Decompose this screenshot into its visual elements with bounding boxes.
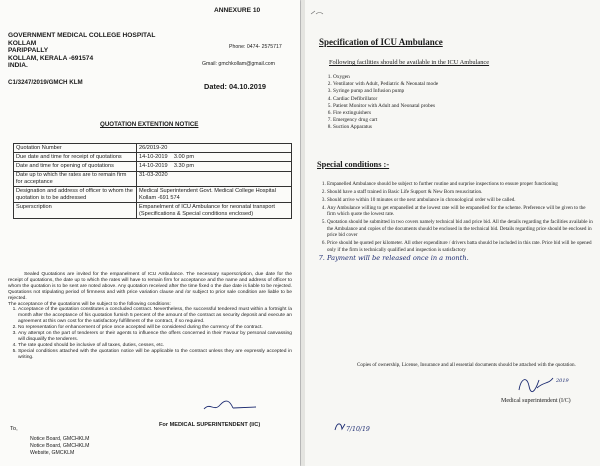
list-item: 4. Any Ambulance willing to get empanelled at the lowest rate will be empanelled for the scheme. Preference will be given to the firm which quote the lowest rate.: [327, 205, 593, 218]
row-label: Superscription: [14, 203, 137, 219]
row-value: 14-10-2019 3.00 pm: [137, 153, 292, 162]
row-value: 14-10-2019 3.30 pm: [137, 162, 292, 171]
row-label: Date and time for opening of quotations: [14, 162, 137, 171]
copies-note: Copies of ownership, License, Insurance and all essential documents should be attached with the quotation.: [357, 362, 576, 368]
quotation-details-table: [13, 143, 292, 219]
list-item: 5. Special conditions attached with the quotation notice will be applicable to the contract unless they are expressly accepted in writing.: [18, 349, 292, 361]
email-address: Gmail: gmchkollam@gmail.com: [202, 61, 276, 67]
notice-title: QUOTATION EXTENTION NOTICE: [100, 121, 199, 128]
distribution-item: Notice Board, GMCHKLM: [30, 443, 90, 449]
table-row: [14, 187, 292, 203]
row-label: Designation and address of officer to whom the quotation is to be addressed: [14, 187, 137, 203]
list-item: 3. Should arrive within 10 minutes or the next ambulance in chronological order will be called.: [327, 197, 593, 204]
list-item: 3. Syringe pump and Infusion pump: [333, 88, 593, 95]
hospital-name-line5: INDIA.: [8, 62, 28, 69]
for-medical-superintendent: For MEDICAL SUPERINTENDENT (I/C): [159, 422, 261, 428]
special-conditions-list: [315, 181, 593, 263]
superintendent-signature: [513, 372, 563, 396]
notice-body: [8, 272, 292, 361]
facilities-subtitle: Following facilities should be available in the ICU Ambulance: [329, 59, 490, 66]
hospital-name-line2: KOLLAM: [8, 39, 37, 47]
table-row: [14, 171, 292, 187]
table-row: [14, 153, 292, 162]
spec-title: Specification of ICU Ambulance: [319, 37, 443, 47]
file-reference: C1/3247/2019/GMCH KLM: [8, 79, 83, 86]
medical-superintendent-label: Medical superintendent (I/C): [501, 398, 571, 404]
list-item: 1. Acceptance of the quotation constitutes a concluded contract. Nevertheless, the successful tendered must within a fortnight /a month after the acceptance of his quotation furnish 5 percent of the amount of the contract as security deposit and execute an agreement at this own cost for the satisfactory fulfillment of the contract, if so required.: [18, 307, 292, 325]
list-item: 5. Quotation should be submitted in two covers namely technical bid and price bid. All the details regarding the facilities available in the Ambulance and copies of the documents should be enclosed in the technical bid. Details regarding price should be enclosed in price bid cover: [327, 219, 593, 239]
dated: Dated: 04.10.2019: [204, 82, 267, 91]
list-item: 7. Emergency drug cart: [333, 117, 593, 124]
special-conditions-title: Special conditions :-: [317, 160, 390, 169]
distribution-item: Notice Board, GMCHKLM: [30, 436, 90, 442]
initials-mark: [333, 420, 347, 434]
row-label: Date up to which the rates are to remain firm for acceptance: [14, 171, 137, 187]
list-item: 1. Oxygen: [333, 74, 593, 81]
list-item: 2. No representation for enhancement of price once accepted will be considered during the currency of the contract.: [18, 325, 292, 331]
facilities-list: [323, 74, 593, 132]
officer-signature: [200, 398, 260, 414]
row-value: Empanelment of ICU Ambulance for neonatal transport (Specifications & Special conditions enclosed): [137, 203, 292, 219]
handwritten-date: 7/10/19: [346, 426, 370, 433]
acceptance-conditions-list: [8, 307, 292, 360]
list-item: 2. Should have a staff trained in Basic Life Support & New Born resuscitation.: [327, 189, 593, 196]
phone-number: Phone: 0474- 2575717: [229, 44, 282, 50]
list-item: 6. Price should be quoted per kilometer. All other expenditure / drivers batta should be included in this rate. Price bid will be opened only if the firm is technically qualified and inspection is satisfactory: [327, 240, 593, 253]
table-row: [14, 162, 292, 171]
annexure-label: ANNEXURE 10: [214, 7, 261, 14]
table-row: [14, 144, 292, 153]
to-label: To,: [10, 426, 18, 432]
table-row: [14, 203, 292, 219]
list-item: 5. Patient Monitor with Adult and Neonatal probes: [333, 103, 593, 110]
row-value: 31-03-2020: [137, 171, 292, 187]
hospital-name-line4: KOLLAM, KERALA -691574: [8, 54, 94, 62]
row-value: 26/2019-20: [137, 144, 292, 153]
page-corner-mark: [309, 8, 325, 18]
hospital-name-line3: PARIPPALLY: [8, 47, 49, 54]
row-label: Quotation Number: [14, 144, 137, 153]
list-item: 4. Cardiac Defibrillator: [333, 96, 593, 103]
handwritten-payment-condition: 7. Payment will be released once in a month.: [327, 255, 593, 262]
row-value: Medical Superintendent Govt. Medical College Hospital Kollam -691 574: [137, 187, 292, 203]
row-label: Due date and time for receipt of quotations: [14, 153, 137, 162]
hospital-name-line1: GOVERNMENT MEDICAL COLLEGE HOSPITAL: [8, 32, 156, 39]
signature-date: 2019: [556, 378, 569, 384]
list-item: 4. The rate quoted should be inclusive of all taxes, duties, cesses, etc.: [18, 343, 292, 349]
icu-specification-page: [301, 0, 600, 466]
list-item: 1. Empanelled Ambulance should be subject to further routine and surprise inspections to ensure proper functioning: [327, 181, 593, 188]
list-item: 3. Any attempt on the part of tenderers or their agents to influence the offers concerned in their Favour by personal canvassing will disqualify the tenderers.: [18, 331, 292, 343]
distribution-item: Website, GMCKLM: [30, 450, 75, 456]
list-item: 2. Ventilator with Adult, Pediatric & Neonatal mode: [333, 81, 593, 88]
list-item: 8. Suction Apparatus: [333, 124, 593, 131]
list-item: 6. Fire extinguishers: [333, 110, 593, 117]
intro-paragraph: Sealed Quotations are invited for the empanelment of ICU Ambulance. The necessary superscription, due date for the receipt of quotations, the date up to which the rates will have to remain firm for acceptance and the name and address of officer to whom the quotation is to be sent are noted above. Any quotation received after the time fixed o the due date is liable to be rejected. Quotations not stipulating period of firmness and with price variation clause and /or subject to prior sale condition are liable to be rejected.: [8, 272, 292, 301]
conditions-intro: The acceptance of the quotations will be subject to the following conditions:: [8, 301, 171, 307]
